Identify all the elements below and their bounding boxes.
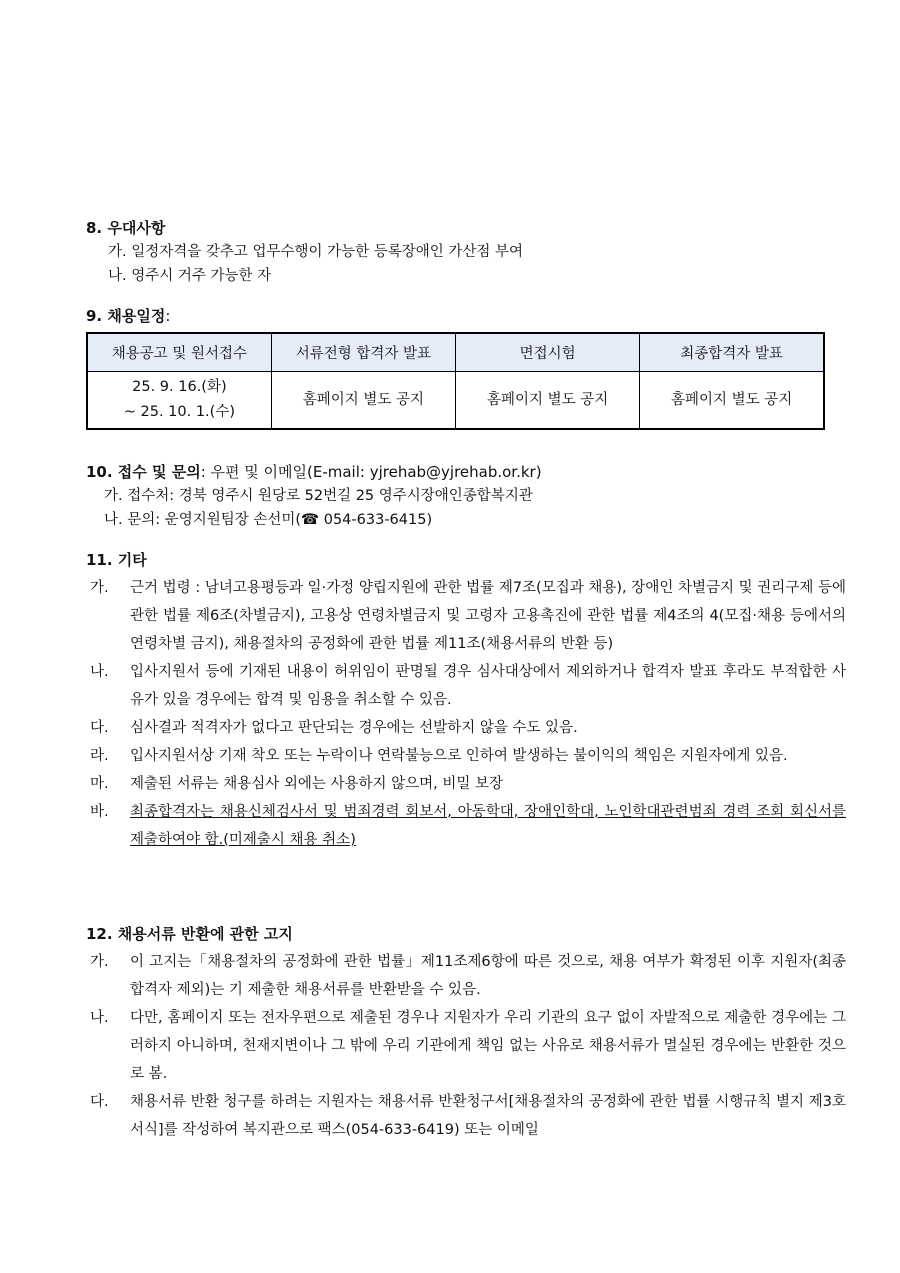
item-text: 채용서류 반환 청구를 하려는 지원자는 채용서류 반환청구서[채용절차의 공정화에 관한 법률 시행규칙 별지 제3호 서식]를 작성하여 복지관으로 팩스(054-633-6419) 또는 이메일 bbox=[130, 1094, 846, 1138]
item-marker: 바. bbox=[90, 804, 109, 820]
item-text-underlined: 최종합격자는 채용신체검사서 및 범죄경력 회보서, 아동학대, 장애인학대, 노인학대관련범죄 경력 조회 회신서를 제출하여야 함.(미제출시 채용 취소) bbox=[130, 804, 846, 848]
schedule-cell-1-line-1: 25. 9. 16.(화) bbox=[132, 379, 227, 395]
schedule-header-4: 최종합격자 발표 bbox=[640, 333, 824, 372]
section-12-item-1 bbox=[86, 948, 846, 1004]
item-text: 입사지원서 등에 기재된 내용이 허위임이 판명될 경우 심사대상에서 제외하거나 합격자 발표 후라도 부적합한 사유가 있을 경우에는 합격 및 임용을 취소할 수 있음. bbox=[130, 664, 846, 708]
item-marker: 나. bbox=[90, 1010, 109, 1026]
item-marker: 라. bbox=[90, 748, 109, 764]
section-9-heading bbox=[86, 304, 846, 328]
section-8-item-2: 나. 영주시 거주 가능한 자 bbox=[108, 268, 272, 284]
section-10-item-2: 나. 문의: 운영지원팀장 손선미(☎ 054-633-6415) bbox=[104, 512, 433, 528]
section-10-contact: : 우편 및 이메일(E-mail: yjrehab@yjrehab.or.kr) bbox=[200, 463, 542, 481]
section-12-item-2 bbox=[86, 1004, 846, 1088]
section-11-item-2 bbox=[86, 658, 846, 714]
section-12-title: 12. 채용서류 반환에 관한 고지 bbox=[86, 925, 293, 943]
item-marker: 다. bbox=[90, 1094, 109, 1110]
section-12 bbox=[86, 922, 846, 1144]
section-10-title: 10. 접수 및 문의 bbox=[86, 463, 201, 481]
item-text: 이 고지는「채용절차의 공정화에 관한 법률」제11조제6항에 따른 것으로, 채용 여부가 확정된 이후 지원자(최종합격자 제외)는 기 제출한 채용서류를 반환받을 수 있음. bbox=[130, 954, 846, 998]
schedule-header-2: 서류전형 합격자 발표 bbox=[271, 333, 455, 372]
section-9-title: 9. 채용일정 bbox=[86, 307, 166, 325]
section-10-heading bbox=[86, 460, 846, 484]
schedule-table bbox=[86, 332, 825, 430]
schedule-header-1: 채용공고 및 원서접수 bbox=[87, 333, 271, 372]
section-9-title-suffix: : bbox=[165, 307, 171, 325]
section-11-item-6 bbox=[86, 798, 846, 854]
section-8 bbox=[86, 216, 846, 288]
section-11-item-1 bbox=[86, 574, 846, 658]
section-10-item-1: 가. 접수처: 경북 영주시 원당로 52번길 25 영주시장애인종합복지관 bbox=[104, 488, 533, 504]
section-11-item-5 bbox=[86, 770, 846, 798]
schedule-cell-4: 홈페이지 별도 공지 bbox=[640, 372, 824, 430]
schedule-table-wrap bbox=[86, 332, 825, 430]
section-11-title: 11. 기타 bbox=[86, 551, 147, 569]
section-8-item-1: 가. 일정자격을 갖추고 업무수행이 가능한 등록장애인 가산점 부여 bbox=[108, 244, 524, 260]
section-12-item-3 bbox=[86, 1088, 846, 1144]
section-8-title: 8. 우대사항 bbox=[86, 219, 166, 237]
item-marker: 가. bbox=[90, 580, 109, 596]
item-text: 제출된 서류는 채용심사 외에는 사용하지 않으며, 비밀 보장 bbox=[130, 776, 504, 792]
schedule-row bbox=[87, 372, 824, 430]
section-11-item-4 bbox=[86, 742, 846, 770]
schedule-cell-1 bbox=[87, 372, 271, 430]
section-10 bbox=[86, 460, 846, 532]
schedule-cell-3: 홈페이지 별도 공지 bbox=[456, 372, 640, 430]
schedule-cell-2: 홈페이지 별도 공지 bbox=[271, 372, 455, 430]
item-text: 입사지원서상 기재 착오 또는 누락이나 연락불능으로 인하여 발생하는 불이익의 책임은 지원자에게 있음. bbox=[130, 748, 788, 764]
item-text: 심사결과 적격자가 없다고 판단되는 경우에는 선발하지 않을 수도 있음. bbox=[130, 720, 578, 736]
section-9 bbox=[86, 304, 846, 328]
item-text: 다만, 홈페이지 또는 전자우편으로 제출된 경우나 지원자가 우리 기관의 요구 없이 자발적으로 제출한 경우에는 그러하지 아니하며, 천재지변이나 그 밖에 우리 기관에게 책임 없는 사유로 채용서류가 멸실된 경우에는 반환한 것으로 봄. bbox=[130, 1010, 846, 1082]
item-marker: 가. bbox=[90, 954, 109, 970]
section-11-item-3 bbox=[86, 714, 846, 742]
item-marker: 마. bbox=[90, 776, 109, 792]
item-marker: 다. bbox=[90, 720, 109, 736]
schedule-header-row bbox=[87, 333, 824, 372]
item-text: 근거 법령 : 남녀고용평등과 일·가정 양립지원에 관한 법률 제7조(모집과 채용), 장애인 차별금지 및 권리구제 등에 관한 법률 제6조(차별금지), 고용상 연령차별금지 및 고령자 고용촉진에 관한 법률 제4조의 4(모집·채용 등에서의 연령차별 금지), 채용절차의 공정화에 관한 법률 제11조(채용서류의 반환 등) bbox=[130, 580, 846, 652]
section-11 bbox=[86, 548, 846, 854]
item-marker: 나. bbox=[90, 664, 109, 680]
schedule-header-3: 면접시험 bbox=[456, 333, 640, 372]
schedule-cell-1-line-2: ~ 25. 10. 1.(수) bbox=[123, 404, 235, 420]
